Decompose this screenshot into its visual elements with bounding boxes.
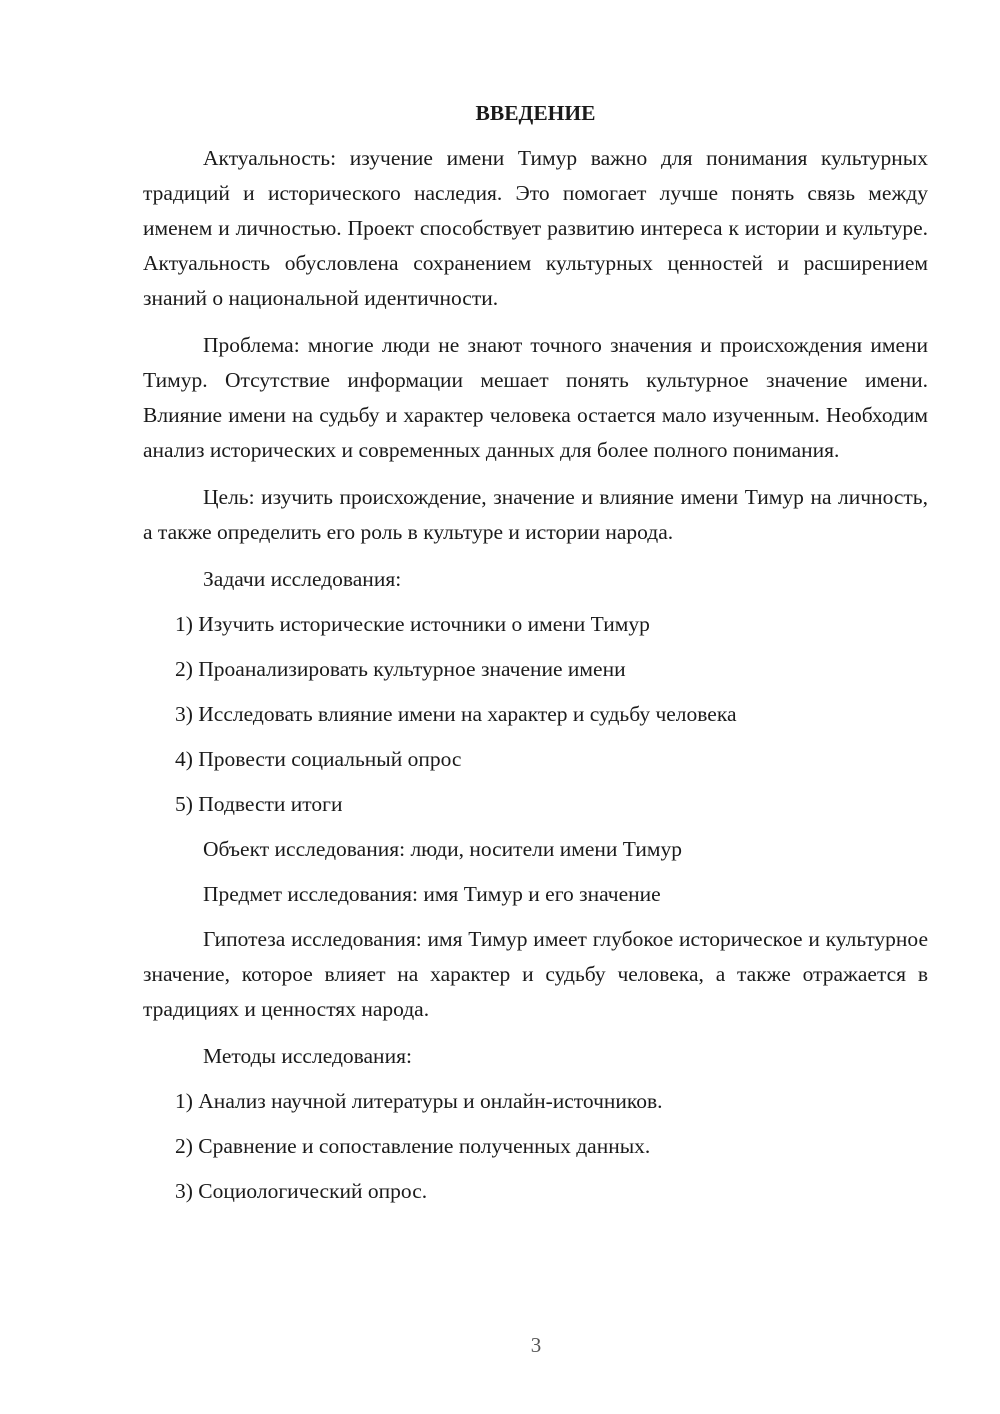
page-number: 3 — [530, 1333, 542, 1357]
subject-line: Предмет исследования: имя Тимур и его значение — [203, 882, 661, 906]
list-item: 3) Социологический опрос. — [175, 1179, 428, 1203]
list-item: 4) Провести социальный опрос — [175, 747, 462, 771]
list-item: 1) Анализ научной литературы и онлайн-источников. — [175, 1089, 663, 1113]
methods-list — [143, 1084, 928, 1209]
problem-paragraph: Проблема: многие люди не знают точного значения и происхождения имени Тимур. Отсутствие информации мешает понять культурное значение имени. Влияние имени на судьбу и характер человека остается мало изученным. Необходим анализ исторических и современных данных для более полного понимания. — [143, 333, 928, 462]
methods-heading: Методы исследования: — [203, 1044, 412, 1068]
list-item: 5) Подвести итоги — [175, 792, 343, 816]
object-line: Объект исследования: люди, носители имени Тимур — [203, 837, 682, 861]
list-item: 3) Исследовать влияние имени на характер и судьбу человека — [175, 702, 737, 726]
tasks-heading: Задачи исследования: — [203, 567, 402, 591]
document-page — [143, 96, 928, 1219]
goal-paragraph: Цель: изучить происхождение, значение и влияние имени Тимур на личность, а также определить его роль в культуре и истории народа. — [143, 485, 928, 544]
list-item: 2) Сравнение и сопоставление полученных данных. — [175, 1134, 651, 1158]
page-title: ВВЕДЕНИЕ — [475, 101, 596, 125]
hypothesis-paragraph: Гипотеза исследования: имя Тимур имеет глубокое историческое и культурное значение, которое влияет на характер и судьбу человека, а также отражается в традициях и ценностях народа. — [143, 927, 928, 1021]
list-item: 2) Проанализировать культурное значение имени — [175, 657, 626, 681]
relevance-paragraph: Актуальность: изучение имени Тимур важно для понимания культурных традиций и исторического наследия. Это помогает лучше понять связь между именем и личностью. Проект способствует развитию интереса к истории и культуре. Актуальность обусловлена сохранением культурных ценностей и расширением знаний о национальной идентичности. — [143, 146, 928, 310]
tasks-list — [143, 607, 928, 822]
list-item: 1) Изучить исторические источники о имени Тимур — [175, 612, 650, 636]
